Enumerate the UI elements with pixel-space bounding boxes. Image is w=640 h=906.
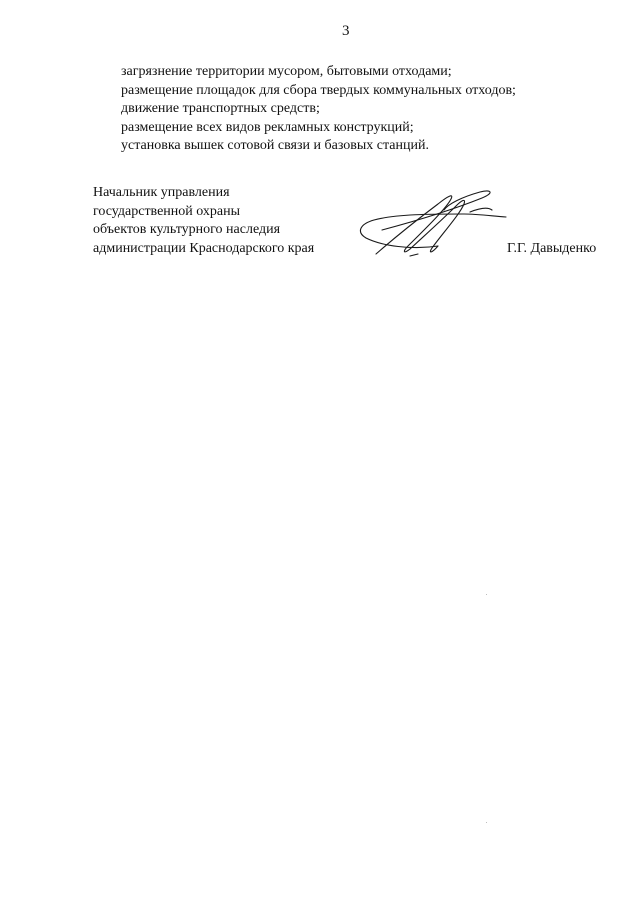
signer-title-line: администрации Краснодарского края bbox=[93, 240, 315, 256]
signer-title-line: Начальник управления bbox=[93, 185, 230, 200]
list-item: загрязнение территории мусором, бытовыми отходами; bbox=[121, 64, 452, 79]
signer-title-line: государственной охраны bbox=[93, 203, 241, 219]
signer-title-line: объектов культурного наследия bbox=[93, 222, 281, 237]
list-item: размещение всех видов рекламных конструкций; bbox=[121, 119, 414, 135]
list-item: движение транспортных средств; bbox=[121, 101, 320, 116]
list-item: установка вышек сотовой связи и базовых станций. bbox=[121, 138, 429, 153]
restrictions-list bbox=[121, 63, 516, 156]
signer-name: Г.Г. Давыденко bbox=[507, 241, 597, 256]
scan-speck bbox=[486, 594, 487, 595]
list-item: размещение площадок для сбора твердых коммунальных отходов; bbox=[121, 82, 516, 98]
page-number: 3 bbox=[342, 23, 350, 39]
signer-block bbox=[93, 184, 314, 258]
signature-icon bbox=[352, 180, 518, 260]
scan-speck bbox=[486, 822, 487, 823]
